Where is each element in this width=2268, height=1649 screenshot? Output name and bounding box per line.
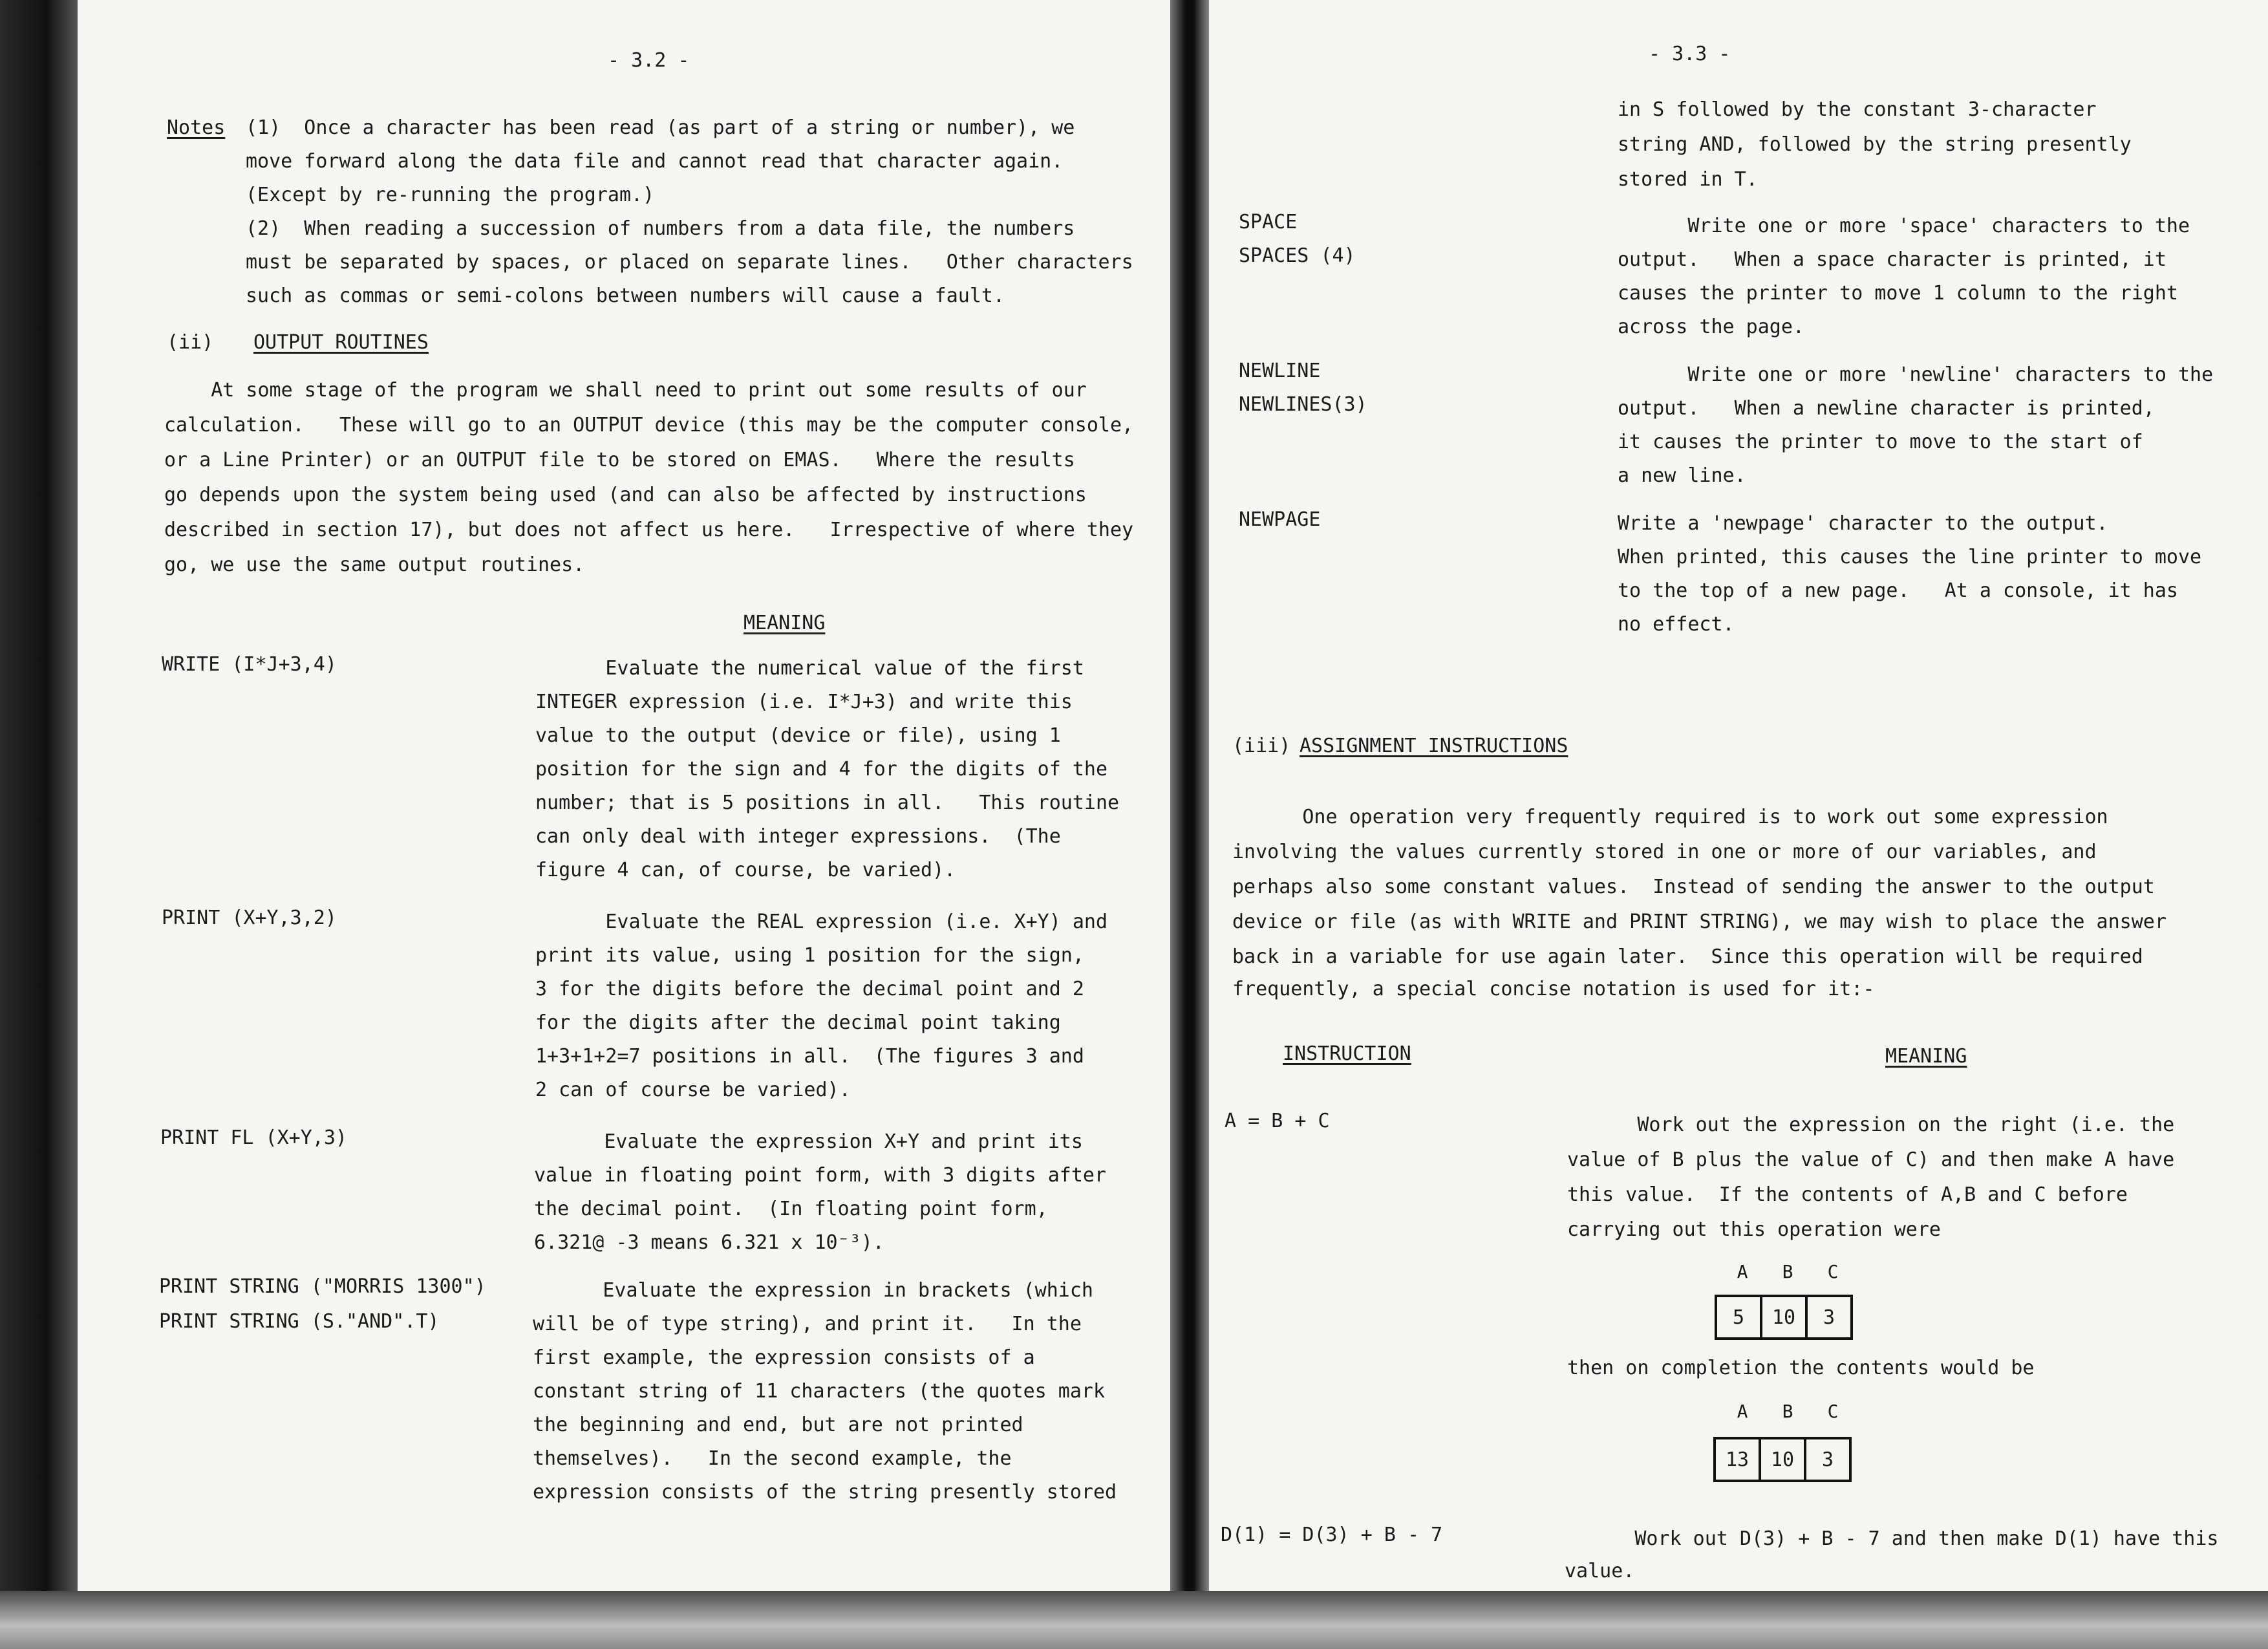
meaning-line: figure 4 can, of course, be varied). <box>535 859 956 881</box>
meaning-line: carrying out this operation were <box>1567 1218 1941 1241</box>
meaning-line: first example, the expression consists of a <box>533 1346 1035 1369</box>
register-label: B <box>1782 1261 1793 1282</box>
meaning-line: value to the output (device or file), using 1 <box>535 724 1061 747</box>
meaning-line: Evaluate the expression X+Y and print its <box>534 1130 1083 1153</box>
meaning-line: Write a 'newpage' character to the output. <box>1618 512 2108 535</box>
meaning-line: Work out D(3) + B - 7 and then make D(1) have this <box>1565 1527 2219 1550</box>
intro-line: involving the values currently stored in one or more of our variables, and <box>1232 841 2097 863</box>
meaning-line: themselves). In the second example, the <box>533 1447 1012 1470</box>
register-boxes-before <box>1715 1295 1853 1340</box>
intro-line: One operation very frequently required is to work out some expression <box>1232 806 2108 828</box>
meaning-line: the beginning and end, but are not printed <box>533 1414 1023 1436</box>
register-boxes-after <box>1713 1437 1852 1482</box>
instruction-label: NEWPAGE <box>1239 508 1321 531</box>
page-number: - 3.3 - <box>1649 43 1731 65</box>
section-title: ASSIGNMENT INSTRUCTIONS <box>1300 735 1568 757</box>
register-cell: 5 <box>1715 1295 1762 1340</box>
meaning-line: it causes the printer to move to the start of <box>1618 431 2143 453</box>
meaning-line: output. When a space character is printed, it <box>1618 248 2166 271</box>
register-cell: 13 <box>1713 1437 1761 1482</box>
register-cell: 3 <box>1804 1437 1852 1482</box>
meaning-header: MEANING <box>1885 1045 1967 1068</box>
intro-line: back in a variable for use again later. Since this operation will be required <box>1232 945 2143 968</box>
meaning-line: Work out the expression on the right (i.e. the <box>1567 1114 2175 1136</box>
instruction-label: PRINT (X+Y,3,2) <box>162 907 337 929</box>
instruction-label: PRINT FL (X+Y,3) <box>160 1126 347 1149</box>
center-binding-gutter <box>1170 0 1209 1649</box>
meaning-line: value of B plus the value of C) and then make A have <box>1567 1148 2175 1171</box>
register-cell: 3 <box>1805 1295 1853 1340</box>
meaning-line: for the digits after the decimal point taking <box>535 1011 1061 1034</box>
meaning-line: value in floating point form, with 3 digits after <box>534 1164 1107 1187</box>
meaning-line: 6.321@ -3 means 6.321 x 10⁻³). <box>534 1231 884 1254</box>
meaning-line: can only deal with integer expressions. (The <box>535 825 1061 848</box>
notes-line: such as commas or semi-colons between numbers will cause a fault. <box>246 285 1005 307</box>
meaning-line: Evaluate the expression in brackets (which <box>533 1279 1093 1302</box>
instruction-label: SPACES (4) <box>1239 244 1356 267</box>
meaning-line: position for the sign and 4 for the digits of the <box>535 758 1108 781</box>
instruction-label: PRINT STRING ("MORRIS 1300") <box>159 1275 486 1298</box>
instruction-label: A = B + C <box>1225 1110 1330 1132</box>
notes-line: must be separated by spaces, or placed on separate lines. Other characters <box>246 251 1133 274</box>
register-labels <box>1720 1401 1856 1422</box>
meaning-line: no effect. <box>1618 613 1735 636</box>
notes-line: (Except by re-running the program.) <box>246 184 655 206</box>
register-label: A <box>1737 1401 1748 1422</box>
meaning-line: to the top of a new page. At a console, it has <box>1618 579 2178 602</box>
instruction-label: NEWLINES(3) <box>1239 393 1367 416</box>
instruction-label: SPACE <box>1239 211 1298 233</box>
register-label: C <box>1827 1401 1839 1422</box>
register-cell: 10 <box>1759 1437 1806 1482</box>
notes-line: move forward along the data file and cannot read that character again. <box>246 150 1064 173</box>
meaning-line: constant string of 11 characters (the quotes mark <box>533 1380 1106 1403</box>
meaning-line: When printed, this causes the line printer to move <box>1618 546 2202 568</box>
continuation-line: stored in T. <box>1618 168 1758 191</box>
intro-line: frequently, a special concise notation is used for it:- <box>1232 978 1875 1000</box>
meaning-line: Evaluate the REAL expression (i.e. X+Y) and <box>535 911 1108 933</box>
meaning-line: 3 for the digits before the decimal point and 2 <box>535 978 1084 1000</box>
meaning-line: Write one or more 'space' characters to the <box>1618 215 2190 237</box>
section-title: OUTPUT ROUTINES <box>253 331 429 354</box>
intro-line: perhaps also some constant values. Instead of sending the answer to the output <box>1232 876 2155 898</box>
meaning-line: expression consists of the string presently stored <box>533 1481 1117 1503</box>
meaning-line: will be of type string), and print it. In the <box>533 1313 1082 1335</box>
instruction-label: WRITE (I*J+3,4) <box>162 653 337 676</box>
intro-line: device or file (as with WRITE and PRINT STRING), we may wish to place the answer <box>1232 911 2166 933</box>
notes-line: (2) When reading a succession of numbers from a data file, the numbers <box>246 217 1075 240</box>
register-label: B <box>1782 1401 1793 1422</box>
intro-line: go, we use the same output routines. <box>164 554 585 576</box>
meaning-line: output. When a newline character is printed, <box>1618 397 2155 420</box>
section-number: (iii) <box>1232 735 1291 757</box>
continuation-line: string AND, followed by the string presently <box>1618 133 2132 156</box>
intro-line: or a Line Printer) or an OUTPUT file to be stored on EMAS. Where the results <box>164 449 1075 471</box>
left-page <box>78 0 1170 1594</box>
meaning-line: this value. If the contents of A,B and C before <box>1567 1183 2128 1206</box>
intro-line: described in section 17), but does not affect us here. Irrespective of where they <box>164 519 1134 541</box>
register-label: C <box>1827 1261 1839 1282</box>
meaning-line: number; that is 5 positions in all. This routine <box>535 792 1120 814</box>
notes-label: Notes <box>167 116 226 139</box>
intro-line: calculation. These will go to an OUTPUT device (this may be the computer console, <box>164 414 1134 436</box>
meaning-line: Evaluate the numerical value of the first <box>535 657 1084 680</box>
meaning-line: value. <box>1565 1560 1635 1582</box>
meaning-line: causes the printer to move 1 column to the right <box>1618 282 2178 305</box>
continuation-line: in S followed by the constant 3-character <box>1618 98 2097 121</box>
meaning-line: INTEGER expression (i.e. I*J+3) and write this <box>535 691 1073 713</box>
meaning-line: 2 can of course be varied). <box>535 1079 851 1101</box>
meaning-line: a new line. <box>1618 464 1746 487</box>
instruction-label: PRINT STRING (S."AND".T) <box>159 1310 440 1333</box>
instruction-header: INSTRUCTION <box>1283 1042 1411 1065</box>
register-label: A <box>1737 1261 1748 1282</box>
intro-line: At some stage of the program we shall need to print out some results of our <box>164 379 1087 402</box>
page-number: - 3.2 - <box>608 49 690 72</box>
meaning-line: then on completion the contents would be <box>1567 1357 2035 1379</box>
meaning-line: print its value, using 1 position for the sign, <box>535 944 1084 967</box>
meaning-line: the decimal point. (In floating point form, <box>534 1198 1048 1220</box>
section-number: (ii) <box>167 331 214 354</box>
register-labels <box>1720 1261 1856 1282</box>
instruction-label: D(1) = D(3) + B - 7 <box>1221 1524 1443 1546</box>
instruction-label: NEWLINE <box>1239 360 1321 382</box>
meaning-header: MEANING <box>744 612 826 634</box>
meaning-line: Write one or more 'newline' characters to the <box>1618 363 2214 386</box>
left-binding-edge <box>0 0 78 1649</box>
meaning-line: across the page. <box>1618 316 1804 338</box>
meaning-line: 1+3+1+2=7 positions in all. (The figures 3 and <box>535 1045 1084 1068</box>
notes-line: (1) Once a character has been read (as part of a string or number), we <box>246 116 1075 139</box>
intro-line: go depends upon the system being used (and can also be affected by instructions <box>164 484 1087 506</box>
bottom-page-edge <box>0 1591 2268 1649</box>
right-page <box>1209 0 2268 1604</box>
register-cell: 10 <box>1760 1295 1808 1340</box>
